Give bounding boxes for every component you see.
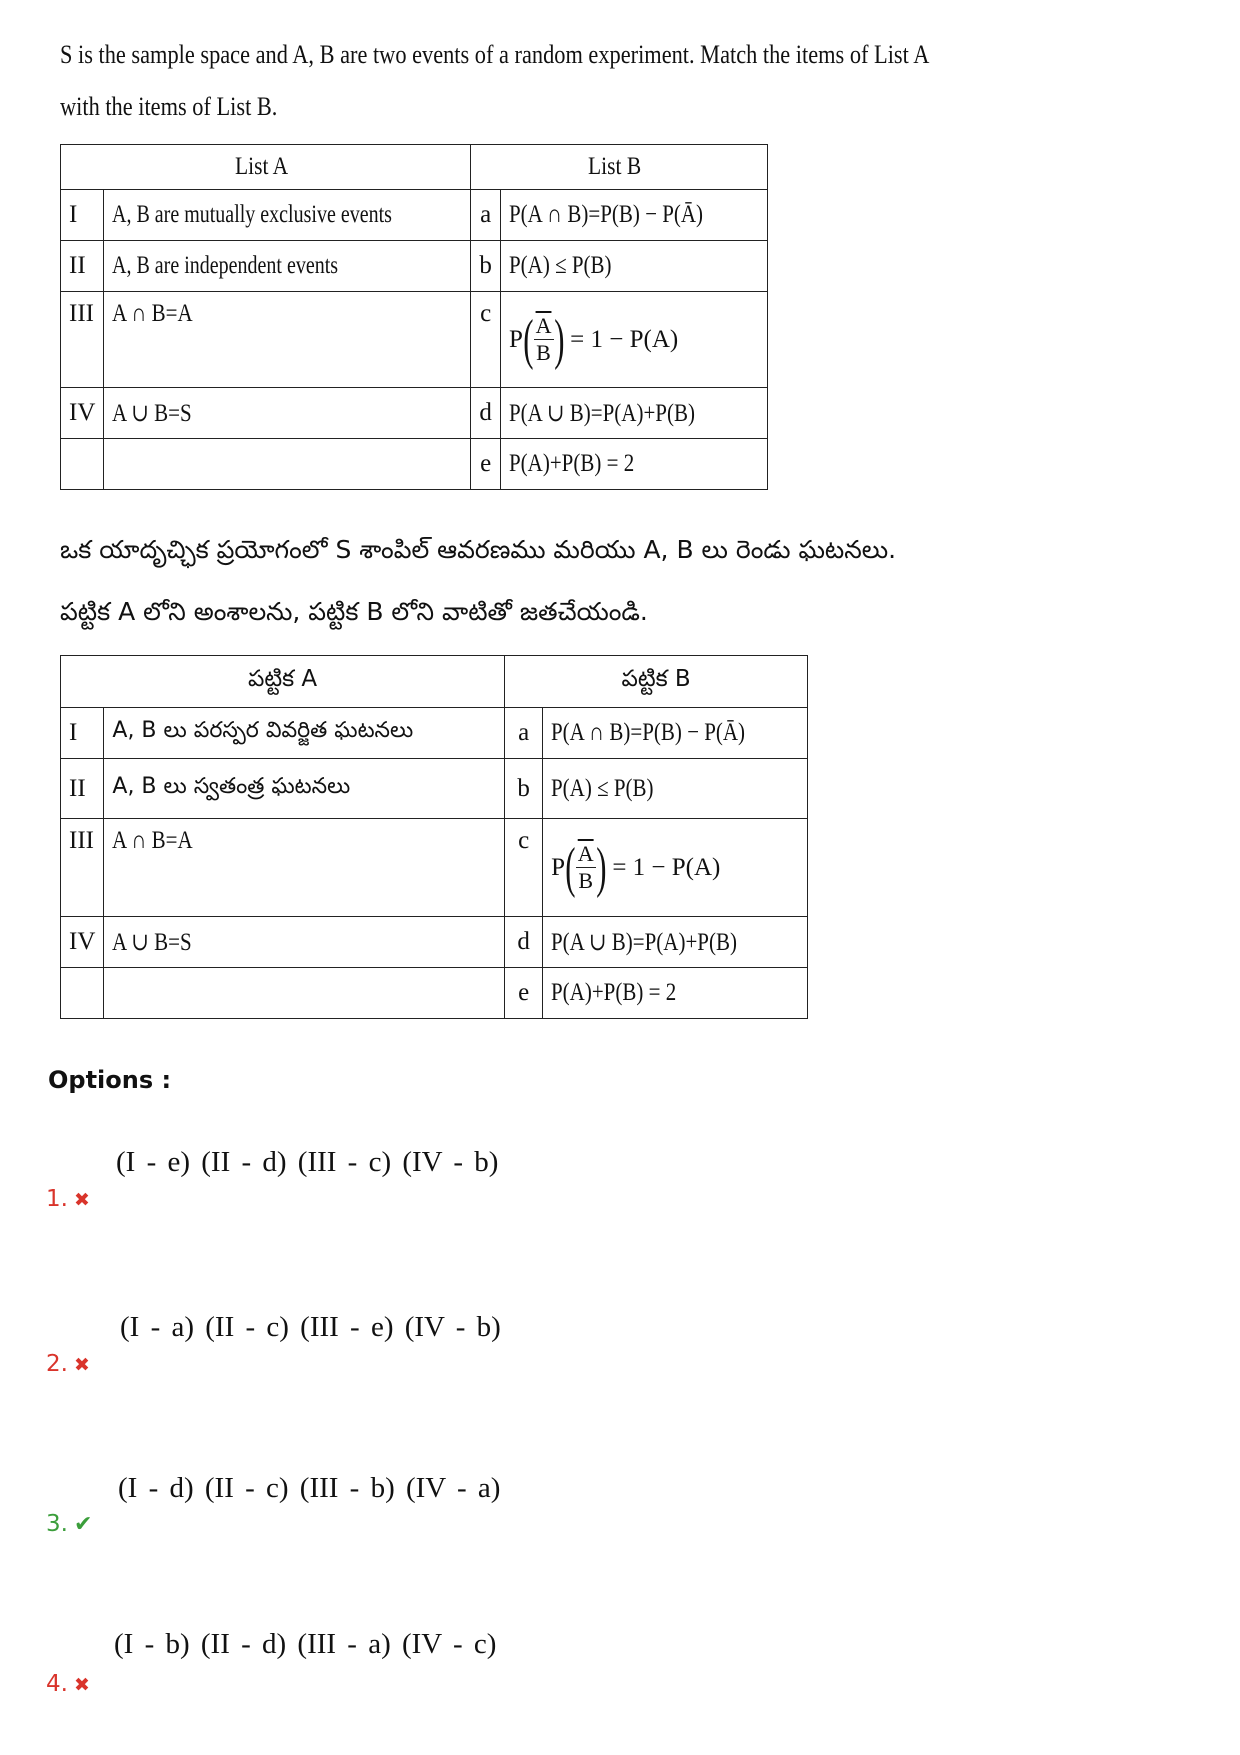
row-letter: a: [505, 708, 543, 759]
row-number: I: [61, 190, 104, 241]
option-1-text[interactable]: (I - e) (II - d) (III - c) (IV - b): [116, 1146, 499, 1178]
question-text-te-line1: ఒక యాదృచ్ఛిక ప్రయోగంలో S శాంపిల్ ఆవరణము మరియు A, B లు రెండు ఘటనలు.: [60, 535, 897, 564]
row-letter: b: [471, 241, 501, 292]
row-number: III: [61, 819, 104, 917]
list-a-item: A, B లు పరస్పర వివర్జిత ఘటనలు: [104, 708, 505, 759]
table-row: [61, 968, 808, 1019]
row-letter: e: [471, 439, 501, 490]
list-b-item: P(A) ≤ P(B): [500, 241, 767, 292]
list-b-item: P(A ∩ B)=P(B) − P(Ā): [543, 708, 808, 759]
table-row: [61, 190, 768, 241]
list-b-item: P(A ∪ B)=P(A)+P(B): [500, 388, 767, 439]
row-letter: a: [471, 190, 501, 241]
list-a-item: A, B are independent events: [104, 241, 471, 292]
check-icon: ✔: [73, 1512, 93, 1537]
question-text-en-line2: with the items of List B.: [60, 92, 278, 121]
options-heading: Options :: [48, 1066, 172, 1094]
list-a-item: A ∩ B=A: [104, 819, 505, 917]
cross-icon: ✖: [73, 1354, 90, 1376]
table-row: [61, 819, 808, 917]
row-number: II: [61, 759, 104, 819]
list-b-item: P(A ∩ B)=P(B) − P(Ā): [500, 190, 767, 241]
table-row: [61, 917, 808, 968]
cross-icon: ✖: [73, 1674, 90, 1696]
row-number: IV: [61, 917, 104, 968]
list-b-item-fraction: P ( $\overline{A}$ B ) = 1 − P(A): [543, 819, 808, 917]
list-a-item: A ∩ B=A: [104, 292, 471, 388]
option-2-text[interactable]: (I - a) (II - c) (III - e) (IV - b): [120, 1311, 501, 1343]
row-letter: c: [505, 819, 543, 917]
row-letter: d: [471, 388, 501, 439]
option-number-label: 1.: [46, 1186, 68, 1212]
row-number: IV: [61, 388, 104, 439]
list-b-item: P(A)+P(B) = 2: [500, 439, 767, 490]
row-letter: c: [471, 292, 501, 388]
table-row: [61, 439, 768, 490]
option-number-label: 4.: [46, 1671, 68, 1697]
table-header-list-b-te: పట్టిక B: [505, 656, 808, 708]
list-b-item-fraction: P ( $\overline{A}$ B ) = 1 − P(A): [500, 292, 767, 388]
row-number: II: [61, 241, 104, 292]
option-1-number[interactable]: [46, 1186, 90, 1212]
table-row: [61, 388, 768, 439]
list-a-item: [104, 439, 471, 490]
table-header-list-a-te: పట్టిక A: [61, 656, 505, 708]
option-number-label: 2.: [46, 1351, 68, 1377]
option-2-number[interactable]: [46, 1351, 90, 1377]
list-a-item: A, B లు స్వతంత్ర ఘటనలు: [104, 759, 505, 819]
row-number: [61, 968, 104, 1019]
list-b-item: P(A ∪ B)=P(A)+P(B): [543, 917, 808, 968]
match-table-te: [60, 655, 808, 1019]
question-text-en-line1: S is the sample space and A, B are two events of a random experiment. Match the items of List A: [60, 40, 930, 69]
table-row: [61, 241, 768, 292]
option-number-label: 3.: [46, 1511, 68, 1537]
list-a-item: A, B are mutually exclusive events: [104, 190, 471, 241]
option-4-text[interactable]: (I - b) (II - d) (III - a) (IV - c): [114, 1628, 497, 1660]
table-row: [61, 708, 808, 759]
cross-icon: ✖: [73, 1189, 90, 1211]
row-letter: b: [505, 759, 543, 819]
list-a-item: [104, 968, 505, 1019]
row-number: I: [61, 708, 104, 759]
table-row: [61, 292, 768, 388]
option-3-text[interactable]: (I - d) (II - c) (III - b) (IV - a): [118, 1472, 501, 1504]
row-number: [61, 439, 104, 490]
row-letter: e: [505, 968, 543, 1019]
table-header-list-b: List B: [471, 145, 768, 190]
list-a-item: A ∪ B=S: [104, 388, 471, 439]
row-number: III: [61, 292, 104, 388]
match-table-en: [60, 144, 768, 490]
list-a-item: A ∪ B=S: [104, 917, 505, 968]
question-text-te-line2: పట్టిక A లోని అంశాలను, పట్టిక B లోని వాటితో జతచేయండి.: [60, 597, 648, 626]
option-4-number[interactable]: [46, 1671, 90, 1697]
row-letter: d: [505, 917, 543, 968]
option-3-number[interactable]: [46, 1511, 92, 1537]
table-header-list-a: List A: [61, 145, 471, 190]
table-row: [61, 759, 808, 819]
list-b-item: P(A)+P(B) = 2: [543, 968, 808, 1019]
list-b-item: P(A) ≤ P(B): [543, 759, 808, 819]
